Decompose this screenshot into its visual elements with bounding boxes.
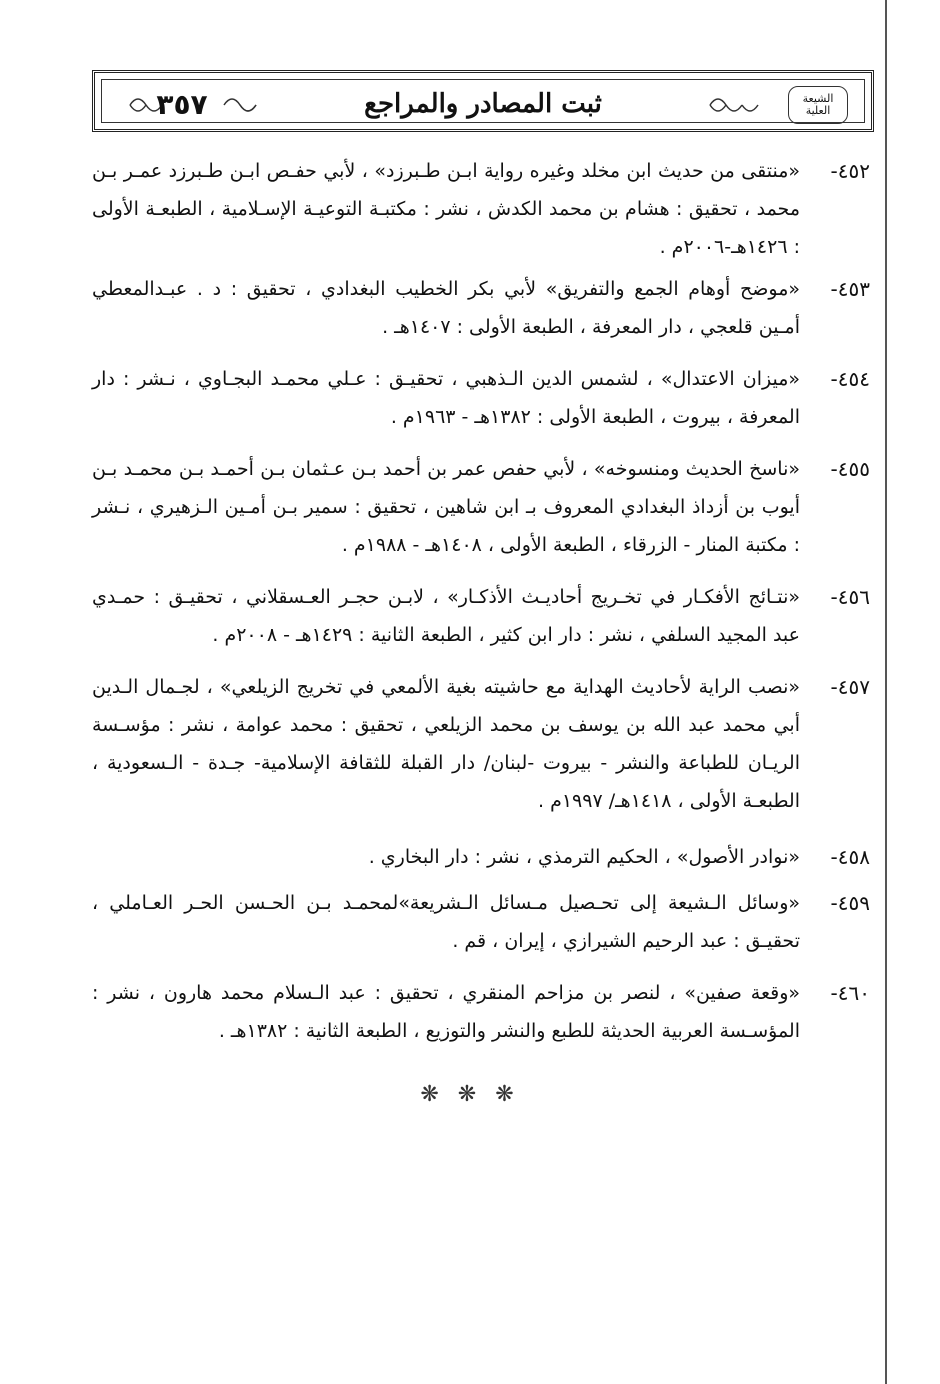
end-ornament: ❋ ❋ ❋	[420, 1082, 520, 1107]
entry-number: ٤٥٣-	[830, 277, 870, 301]
entry-number: ٤٥٧-	[830, 675, 870, 699]
bibliography-entry	[92, 884, 870, 968]
page-title: ثبت المصادر والمراجع	[364, 89, 602, 119]
entry-text: «موضح أوهام الجمع والتفريق» لأبي بكر الخطيب البغدادي ، تحقيق : د . عبـدالمعطي أمـين قلعجي ، دار المعرفة ، الطبعة الأولى : ١٤٠٧هـ .	[92, 278, 800, 338]
entry-number: ٤٥٥-	[830, 457, 870, 481]
bibliography-entry	[92, 270, 870, 354]
entry-number: ٤٥٨-	[830, 845, 870, 869]
entry-number: ٤٥٢-	[830, 159, 870, 183]
entry-text: «ناسخ الحديث ومنسوخه» ، لأبي حفص عمر بن أحمد بـن عـثمان بـن أحمـد بـن محمـد بـن أيوب بن أزداذ البغدادي المعروف بـ ابن شاهين ، تحقيق : سمير بـن أمـين الـزهيري ، نـشر : مكتبة المنار - الزرقاء ، الطبعة الأولى ، ١٤٠٨هـ - ١٩٨٨م .	[92, 458, 800, 556]
bibliography-entry	[92, 838, 870, 878]
bibliography-entry	[92, 360, 870, 444]
entry-number: ٤٥٤-	[830, 367, 870, 391]
bibliography-entry	[92, 450, 870, 572]
page-header	[92, 70, 874, 132]
bibliography-entry	[92, 668, 870, 832]
header-frame	[101, 79, 865, 123]
entry-text: «نتـائج الأفكـار في تخـريج أحاديـث الأذكـار» ، لابـن حجـر العـسقلاني ، تحقيـق : حمـدي عبد المجيد السلفي ، نشر : دار ابن كثير ، الطبعة الثانية : ١٤٢٩هـ - ٢٠٠٨م .	[92, 586, 800, 646]
bibliography-entry	[92, 152, 870, 264]
entry-text: «منتقى من حديث ابن مخلد وغيره رواية ابـن طـبرزد» ، لأبي حفـص ابـن طـبرزد عمـر بـن محمد ، تحقيق : هشام بن محمد الكدش ، نشر : مكتبـة التوعيـة الإسـلامية ، الطبعـة الأولى : ١٤٢٦هـ-٢٠٠٦م .	[92, 160, 800, 258]
entry-text: «نوادر الأصول» ، الحكيم الترمذي ، نشر : دار البخاري .	[368, 846, 800, 868]
bibliography-entry	[92, 578, 870, 662]
bibliography-entry	[92, 974, 870, 1054]
entry-text: «وقعة صفين» ، لنصر بن مزاحم المنقري ، تحقيق : عبد الـسلام محمد هارون ، نشر : المؤسـسة العربية الحديثة للطبع والنشر والتوزيع ، الطبعة الثانية : ١٣٨٢هـ .	[92, 982, 800, 1042]
entry-number: ٤٦٠-	[830, 981, 870, 1005]
entry-text: «ميزان الاعتدال» ، لشمس الدين الـذهبي ، تحقيـق : عـلي محمـد البجـاوي ، نـشر : دار المعرفة ، بيروت ، الطبعة الأولى : ١٣٨٢هـ - ١٩٦٣م .	[92, 368, 800, 428]
entry-number: ٤٥٩-	[830, 891, 870, 915]
entry-text: «نصب الراية لأحاديث الهداية مع حاشيته بغية الألمعي في تخريج الزيلعي» ، لجـمال الـدين أبي محمد عبد الله بن يوسف بن محمد الزيلعي ، تحقيق : محمد عوامة ، نشر : مؤسـسة الريـان للطباعة والنشر - بيروت -لبنان/ دار القبلة للثقافة الإسلامية- جـدة - الـسعودية ، الطبعـة الأولى ، ١٤١٨هـ/ ١٩٩٧م .	[92, 676, 800, 812]
bibliography-list	[92, 152, 870, 1060]
entry-text: «وسائل الـشيعة إلى تحـصيل مـسائل الـشريعة»لمحمـد بـن الحـسن الحـر العـاملي ، تحقيـق : عبد الرحيم الشيرازي ، إيران ، قم .	[92, 892, 800, 952]
page-number: ٣٥٧	[156, 87, 208, 121]
entry-number: ٤٥٦-	[830, 585, 870, 609]
page-edge-line	[885, 0, 887, 1384]
series-logo: الشيعة العلية	[788, 86, 848, 124]
